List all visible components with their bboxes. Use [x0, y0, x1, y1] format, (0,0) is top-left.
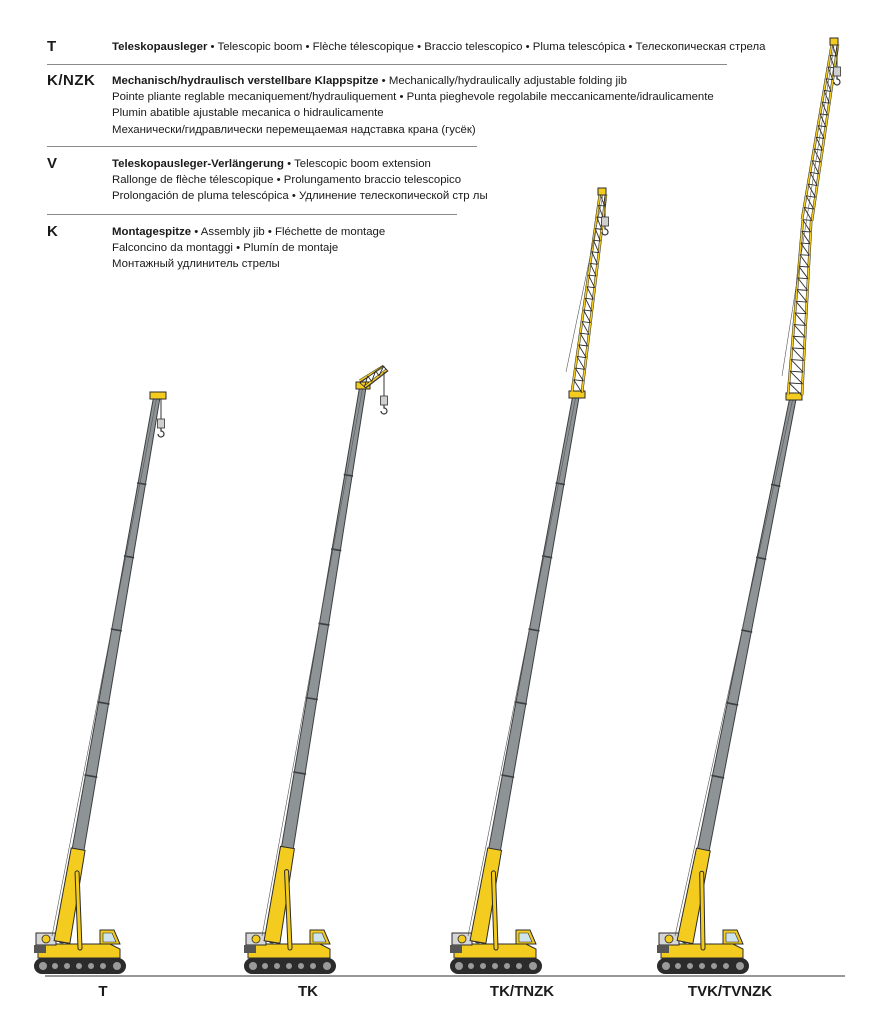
lattice-brace: [580, 333, 589, 334]
lattice-brace: [589, 275, 595, 288]
lattice-brace: [798, 278, 808, 290]
lattice-brace: [794, 325, 806, 326]
lattice-brace: [803, 220, 811, 232]
lattice-brace: [801, 243, 810, 244]
legend-line: Teleskopausleger • Telescopic boom • Flèche télescopique • Braccio telescopico • Pluma telescópica • Телескопическая стрела: [112, 41, 766, 53]
lattice-brace: [792, 348, 804, 349]
lattice-brace: [795, 313, 806, 314]
lattice-brace: [584, 310, 592, 311]
hook: [158, 428, 164, 437]
config-label-tvk-tvnzk: TVK/TVNZK: [687, 983, 773, 1000]
lattice-brace: [800, 255, 809, 267]
lattice-brace: [814, 149, 822, 150]
lattice-brace: [793, 336, 804, 349]
hook: [381, 405, 387, 414]
lattice-brace: [575, 368, 583, 381]
lattice-brace: [799, 266, 808, 278]
lattice-brace: [577, 356, 586, 357]
hoist-rope: [675, 398, 793, 936]
lattice-brace: [582, 322, 589, 335]
lattice-brace: [376, 371, 379, 376]
config-label-t: T: [98, 983, 108, 1000]
lattice-brace: [593, 240, 598, 253]
lattice-brace: [585, 298, 592, 311]
crane-t: [34, 392, 166, 974]
legend-line: Montagespitze • Assembly jib • Fléchette de montage: [112, 226, 386, 238]
jib-head: [598, 188, 606, 195]
hoist-rope: [468, 396, 576, 936]
lattice-brace: [808, 184, 817, 185]
lattice-brace: [795, 313, 806, 325]
hook-block: [381, 396, 388, 405]
lattice-brace: [806, 196, 815, 197]
config-label-tk-tnzk: TK/TNZK: [489, 983, 555, 1000]
crane-tk-tnzk: [450, 188, 609, 974]
boom-base-section: [677, 848, 710, 943]
lattice-brace: [796, 301, 807, 302]
lattice-brace: [585, 298, 593, 299]
lattice-brace: [590, 263, 596, 276]
lattice-brace: [812, 161, 821, 162]
hoist-rope: [52, 396, 157, 936]
hook: [834, 76, 840, 85]
hook-block: [158, 419, 165, 428]
crane-group: [34, 38, 841, 974]
legend-line: Teleskopausleger-Verlängerung • Telescopic boom extension: [112, 158, 431, 170]
lattice-brace: [789, 383, 803, 384]
legend-code-k: K: [47, 223, 59, 240]
lattice-brace: [796, 301, 806, 313]
lattice-brace: [597, 217, 602, 230]
legend-line: Falconcino da montaggi • Plumín de montaje: [112, 242, 339, 255]
lattice-brace: [792, 348, 804, 361]
legend-code-v: V: [47, 155, 58, 172]
lattice-brace: [818, 126, 826, 127]
lattice-brace: [797, 290, 807, 302]
jib-head: [830, 38, 838, 45]
legend-line: Rallonge de flèche télescopique • Prolungamento braccio telescopico: [112, 174, 462, 187]
lattice-brace: [574, 380, 584, 381]
lattice-brace: [582, 322, 591, 323]
legend-code-t: T: [47, 38, 57, 55]
lattice-brace: [798, 278, 808, 279]
boom-head: [150, 392, 166, 399]
legend-line: Plumin abatible ajustable mecanica o hidraulicamente: [112, 107, 384, 120]
lattice-brace: [793, 336, 805, 337]
lattice-brace: [799, 266, 809, 267]
legend-line: Pointe pliante reglable mecaniquement/hydrauliquement • Punta pieghevole regolabile meccanicamente/idraulicamente: [112, 91, 714, 104]
lattice-brace: [592, 252, 598, 265]
hook-block: [602, 217, 609, 226]
legend-line: Монтажный удлинитель стрелы: [112, 258, 280, 271]
lattice-brace: [790, 371, 803, 384]
legend-line: Механически/гидравлически перемещаемая надставка крана (гусёк): [112, 123, 476, 136]
lattice-brace: [791, 360, 804, 361]
hook-block: [834, 67, 841, 76]
lattice-brace: [804, 208, 814, 210]
legend-line: Prolongación de pluma telescópica • Удлинение телескопической стр лы: [112, 190, 488, 203]
lattice-brace: [577, 356, 585, 369]
lattice-brace: [797, 290, 808, 291]
lattice-brace: [790, 371, 803, 372]
lattice-brace: [587, 287, 593, 300]
lattice-brace: [802, 231, 811, 232]
lattice-brace: [579, 345, 587, 358]
lattice-brace: [803, 220, 811, 221]
jib-stay: [782, 46, 834, 376]
hoist-rope: [262, 386, 363, 936]
lattice-brace: [810, 172, 819, 173]
legend-code-knzk: K/NZK: [47, 72, 96, 89]
lattice-brace: [584, 310, 591, 323]
crane-tk: [244, 366, 388, 974]
lattice-brace: [575, 368, 584, 369]
lattice-brace: [579, 345, 588, 346]
config-label-tk: TK: [298, 983, 318, 1000]
lattice-brace: [580, 333, 587, 346]
lattice-brace: [794, 325, 805, 337]
lattice-brace: [791, 360, 803, 373]
lattice-brace: [816, 137, 824, 138]
crane-tvk-tvnzk: [657, 38, 841, 974]
legend-line: Mechanisch/hydraulisch verstellbare Klappspitze • Mechanically/hydraulically adjustable folding jib: [112, 75, 627, 87]
